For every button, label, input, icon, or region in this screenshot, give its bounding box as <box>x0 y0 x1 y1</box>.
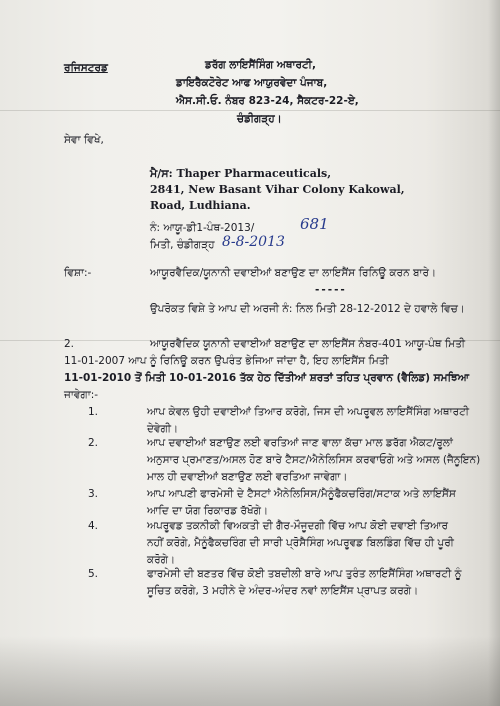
reference-date-handwritten: 8-8-2013 <box>222 234 285 250</box>
condition-line: ਆਪ ਕੇਵਲ ਉਹੀ ਦਵਾਈਆਂ ਤਿਆਰ ਕਰੋਗੇ, ਜਿਸ ਦੀ ਅਪਰੂਵਲ ਲਾਇਸੈਂਸਿੰਗ ਅਥਾਰਟੀ <box>147 406 469 418</box>
condition-line: ਆਪ ਦਵਾਈਆਂ ਬਣਾਉਣ ਲਈ ਵਰਤਿਆਂ ਜਾਣ ਵਾਲਾ ਕੱਚਾ ਮਾਲ ਡਰੱਗ ਐਕਟ/ਰੂਲਾਂ <box>147 437 453 449</box>
subject-label: ਵਿਸ਼ਾ:- <box>64 267 92 279</box>
para-2-number: 2. <box>64 338 75 350</box>
condition-line: ਦੇਵੇਗੀ। <box>147 423 179 435</box>
condition-number: 2. <box>88 437 99 449</box>
para-2-line-2: 11-01-2007 ਆਪ ਨੂੰ ਰਿਨਿਊ ਕਰਨ ਉਪਰੰਤ ਭੇਜਿਆ ਜਾਂਦਾ ਹੈ, ਇਹ ਲਾਇਸੈਂਸ ਮਿਤੀ <box>64 355 389 367</box>
reference-number-label: ਨੰ: ਆਯੂ-ਡੀ1-ਪੰਥ-2013/ <box>150 222 255 234</box>
condition-line: ਨਹੀਂ ਕਰੋਗੇ, ਮੈਨੂੰਫੈਕਚਰਿੰਗ ਦੀ ਸਾਰੀ ਪ੍ਰੋਸੈਸਿੰਗ ਅਪਰੂਵਡ ਬਿਲਡਿੰਗ ਵਿੱਚ ਹੀ ਪੂਰੀ <box>147 537 454 549</box>
condition-number: 3. <box>88 488 99 500</box>
reference-line: ਉਪਰੋਕਤ ਵਿਸ਼ੇ ਤੇ ਆਪ ਦੀ ਅਰਜੀ ਨੰ: ਨਿਲ ਮਿਤੀ 28-12-2012 ਦੇ ਹਵਾਲੇ ਵਿਚ। <box>150 303 465 315</box>
condition-line: ਆਦਿ ਦਾ ਯੋਗ ਰਿਕਾਰਡ ਰੱਖੋਗੇ। <box>147 505 269 517</box>
condition-number: 4. <box>88 520 99 532</box>
addressee-line-3: Road, Ludhiana. <box>150 199 251 212</box>
para-2-line-4: ਜਾਵੇਗਾ:- <box>64 389 99 401</box>
header-line-2: ਡਾਇਰੈਕਟੋਰੇਟ ਆਫ ਆਯੁਰਵੇਦਾ ਪੰਜਾਬ, <box>176 77 328 89</box>
salutation: ਸੇਵਾ ਵਿਖੇ, <box>64 134 104 146</box>
reference-number-handwritten: 681 <box>300 215 329 233</box>
condition-line: ਅਨੁਸਾਰ ਪ੍ਰਮਾਣਤ/ਅਸਲ ਹੋਣ ਬਾਰੇ ਟੈਸਟ/ਐਨੇਲਿਸਿਸ ਕਰਵਾਓਗੇ ਅਤੇ ਅਸਲ (ਜੈਨੂਇਨ) <box>147 454 481 466</box>
condition-line: ਸੂਚਿਤ ਕਰੋਗੇ, 3 ਮਹੀਨੇ ਦੇ ਅੰਦਰ-ਅੰਦਰ ਨਵਾਂ ਲਾਇਸੈਂਸ ਪ੍ਰਾਪਤ ਕਰਗੇ। <box>147 585 419 597</box>
subject-text: ਆਯੂਰਵੈਦਿਕ/ਯੂਨਾਨੀ ਦਵਾਈਆਂ ਬਣਾਉਣ ਦਾ ਲਾਇਸੈਂਸ ਰਿਨਿਊ ਕਰਨ ਬਾਰੇ। <box>150 267 437 279</box>
header-line-4: ਚੰਡੀਗੜ੍ਹ। <box>237 113 282 125</box>
header-line-3: ਐਸ.ਸੀ.ਓ. ਨੰਬਰ 823-24, ਸੈਕਟਰ-22-ਏ, <box>176 95 359 107</box>
header-line-1: ਡਰੱਗ ਲਾਇਸੈਂਸਿੰਗ ਅਥਾਰਟੀ, <box>205 59 316 71</box>
bottom-shadow <box>0 636 500 706</box>
para-2-line-1: ਆਯੂਰਵੈਦਿਕ ਯੂਨਾਨੀ ਦਵਾਈਆਂ ਬਣਾਉਣ ਦਾ ਲਾਇਸੈਂਸ ਨੰਬਰ-401 ਆਯੂ-ਪੰਥ ਮਿਤੀ <box>150 338 466 350</box>
addressee-line-1: ਮੈ/ਸ: Thaper Pharmaceuticals, <box>150 167 332 180</box>
condition-line: ਫਾਰਮੇਸੀ ਦੀ ਬਣਤਰ ਵਿੱਚ ਕੋਈ ਤਬਦੀਲੀ ਬਾਰੇ ਆਪ ਤੁਰੰਤ ਲਾਇਸੈਂਸਿੰਗ ਅਥਾਰਟੀ ਨੂੰ <box>147 568 462 580</box>
condition-line: ਕਰੋਗੇ। <box>147 554 176 566</box>
condition-line: ਮਾਲ ਹੀ ਦਵਾਈਆਂ ਬਣਾਉਣ ਲਈ ਵਰਤਿਆ ਜਾਵੇਗਾ। <box>147 471 348 483</box>
para-2-line-3: 11-01-2010 ਤੋਂ ਮਿਤੀ 10-01-2016 ਤੱਕ ਹੇਠ ਦਿੱਤੀਆਂ ਸ਼ਰਤਾਂ ਤਹਿਤ ਪ੍ਰਵਾਨ (ਵੈਲਿਡ) ਸਮਝਿਆ <box>64 372 469 384</box>
page-edge-shadow <box>488 0 500 706</box>
addressee-line-2: 2841, New Basant Vihar Colony Kakowal, <box>150 183 405 196</box>
condition-number: 5. <box>88 568 99 580</box>
condition-line: ਆਪ ਆਪਣੀ ਫਾਰਮੇਸੀ ਦੇ ਟੈਸਟਾਂ ਐਨੇਲਿਸਿਸ/ਮੈਨੂੰਫੈਕਚਰਿੰਗ/ਸਟਾਕ ਅਤੇ ਲਾਇਸੈਂਸ <box>147 488 456 500</box>
condition-number: 1. <box>88 406 99 418</box>
condition-line: ਅਪਰੂਵਡ ਤਕਨੀਕੀ ਵਿਅਕਤੀ ਦੀ ਗੈਰ-ਮੌਜੂਦਗੀ ਵਿੱਚ ਆਪ ਕੋਈ ਦਵਾਈ ਤਿਆਰ <box>147 520 449 532</box>
reference-date-label: ਮਿਤੀ, ਚੰਡੀਗੜ੍ਹ <box>150 239 215 251</box>
registered-label: ਰਜਿਸਟਰਡ <box>64 62 108 74</box>
separator: ----- <box>315 284 347 296</box>
